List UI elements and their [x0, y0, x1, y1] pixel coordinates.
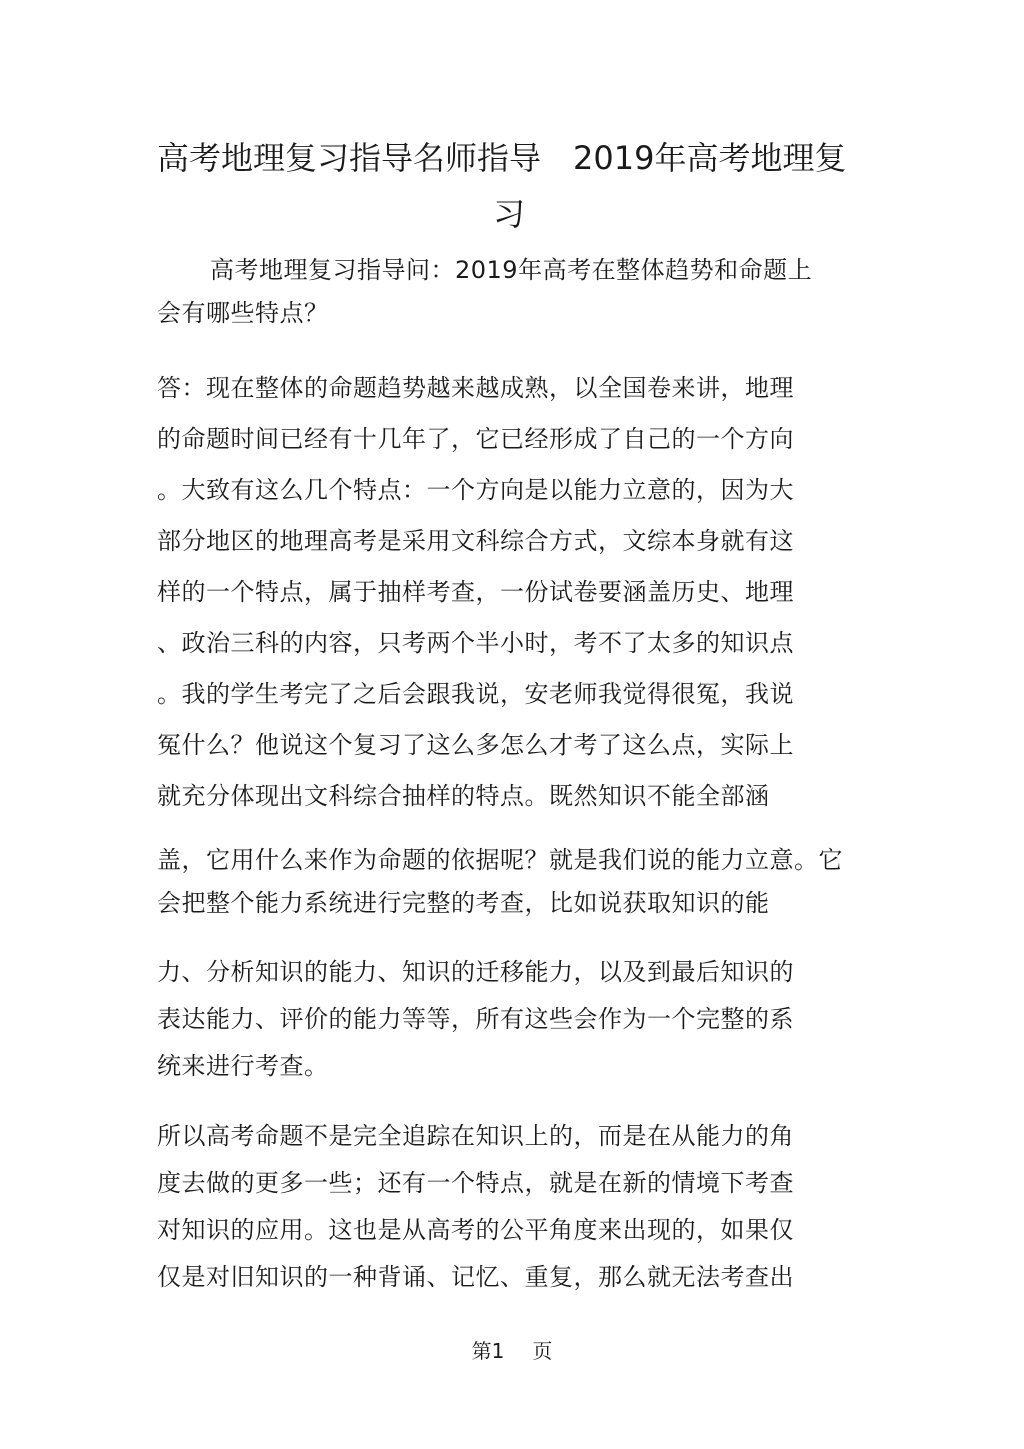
body-line: 仅是对旧知识的一种背诵、记忆、重复，那么就无法考查出 [157, 1263, 794, 1291]
page-number-prefix: 第 [471, 1339, 492, 1363]
body-line: 会有哪些特点？ [157, 299, 329, 327]
body-line: 答：现在整体的命题趋势越来越成熟，以全国卷来讲，地理 [157, 374, 794, 402]
body-line: 部分地区的地理高考是采用文科综合方式，文综本身就有这 [157, 527, 794, 555]
body-line: 、政治三科的内容，只考两个半小时，考不了太多的知识点 [157, 629, 794, 657]
body-line: 所以高考命题不是完全追踪在知识上的，而是在从能力的角 [157, 1122, 794, 1150]
body-line: 力、分析知识的能力、知识的迁移能力，以及到最后知识的 [157, 958, 794, 986]
body-line: 会把整个能力系统进行完整的考查，比如说获取知识的能 [157, 889, 770, 917]
title-line-2: 习 [492, 195, 525, 233]
document-title [157, 130, 869, 242]
body-line: 。大致有这么几个特点：一个方向是以能力立意的，因为大 [157, 476, 794, 504]
body-line: 统来进行考查。 [157, 1052, 329, 1080]
page-number-value: 1 [491, 1339, 505, 1363]
page-number-suffix: 页 [532, 1339, 553, 1363]
body-line: 盖，它用什么来作为命题的依据呢？就是我们说的能力立意。它 [157, 846, 843, 874]
body-line: 就充分体现出文科综合抽样的特点。既然知识不能全部涵 [157, 782, 770, 810]
body-line: 样的一个特点，属于抽样考查，一份试卷要涵盖历史、地理 [157, 578, 794, 606]
page-number [0, 1337, 1024, 1365]
body-line: 表达能力、评价的能力等等，所有这些会作为一个完整的系 [157, 1005, 794, 1033]
body-line: 高考地理复习指导问：2019年高考在整体趋势和命题上 [210, 256, 813, 284]
body-line: 。我的学生考完了之后会跟我说，安老师我觉得很冤，我说 [157, 680, 794, 708]
body-line: 冤什么？他说这个复习了这么多怎么才考了这么点，实际上 [157, 731, 794, 759]
title-line-1: 高考地理复习指导名师指导 2019年高考地理复 [157, 139, 847, 177]
body-line: 对知识的应用。这也是从高考的公平角度来出现的，如果仅 [157, 1216, 794, 1244]
body-line: 度去做的更多一些；还有一个特点，就是在新的情境下考查 [157, 1169, 794, 1197]
body-line: 的命题时间已经有十几年了，它已经形成了自己的一个方向 [157, 425, 794, 453]
